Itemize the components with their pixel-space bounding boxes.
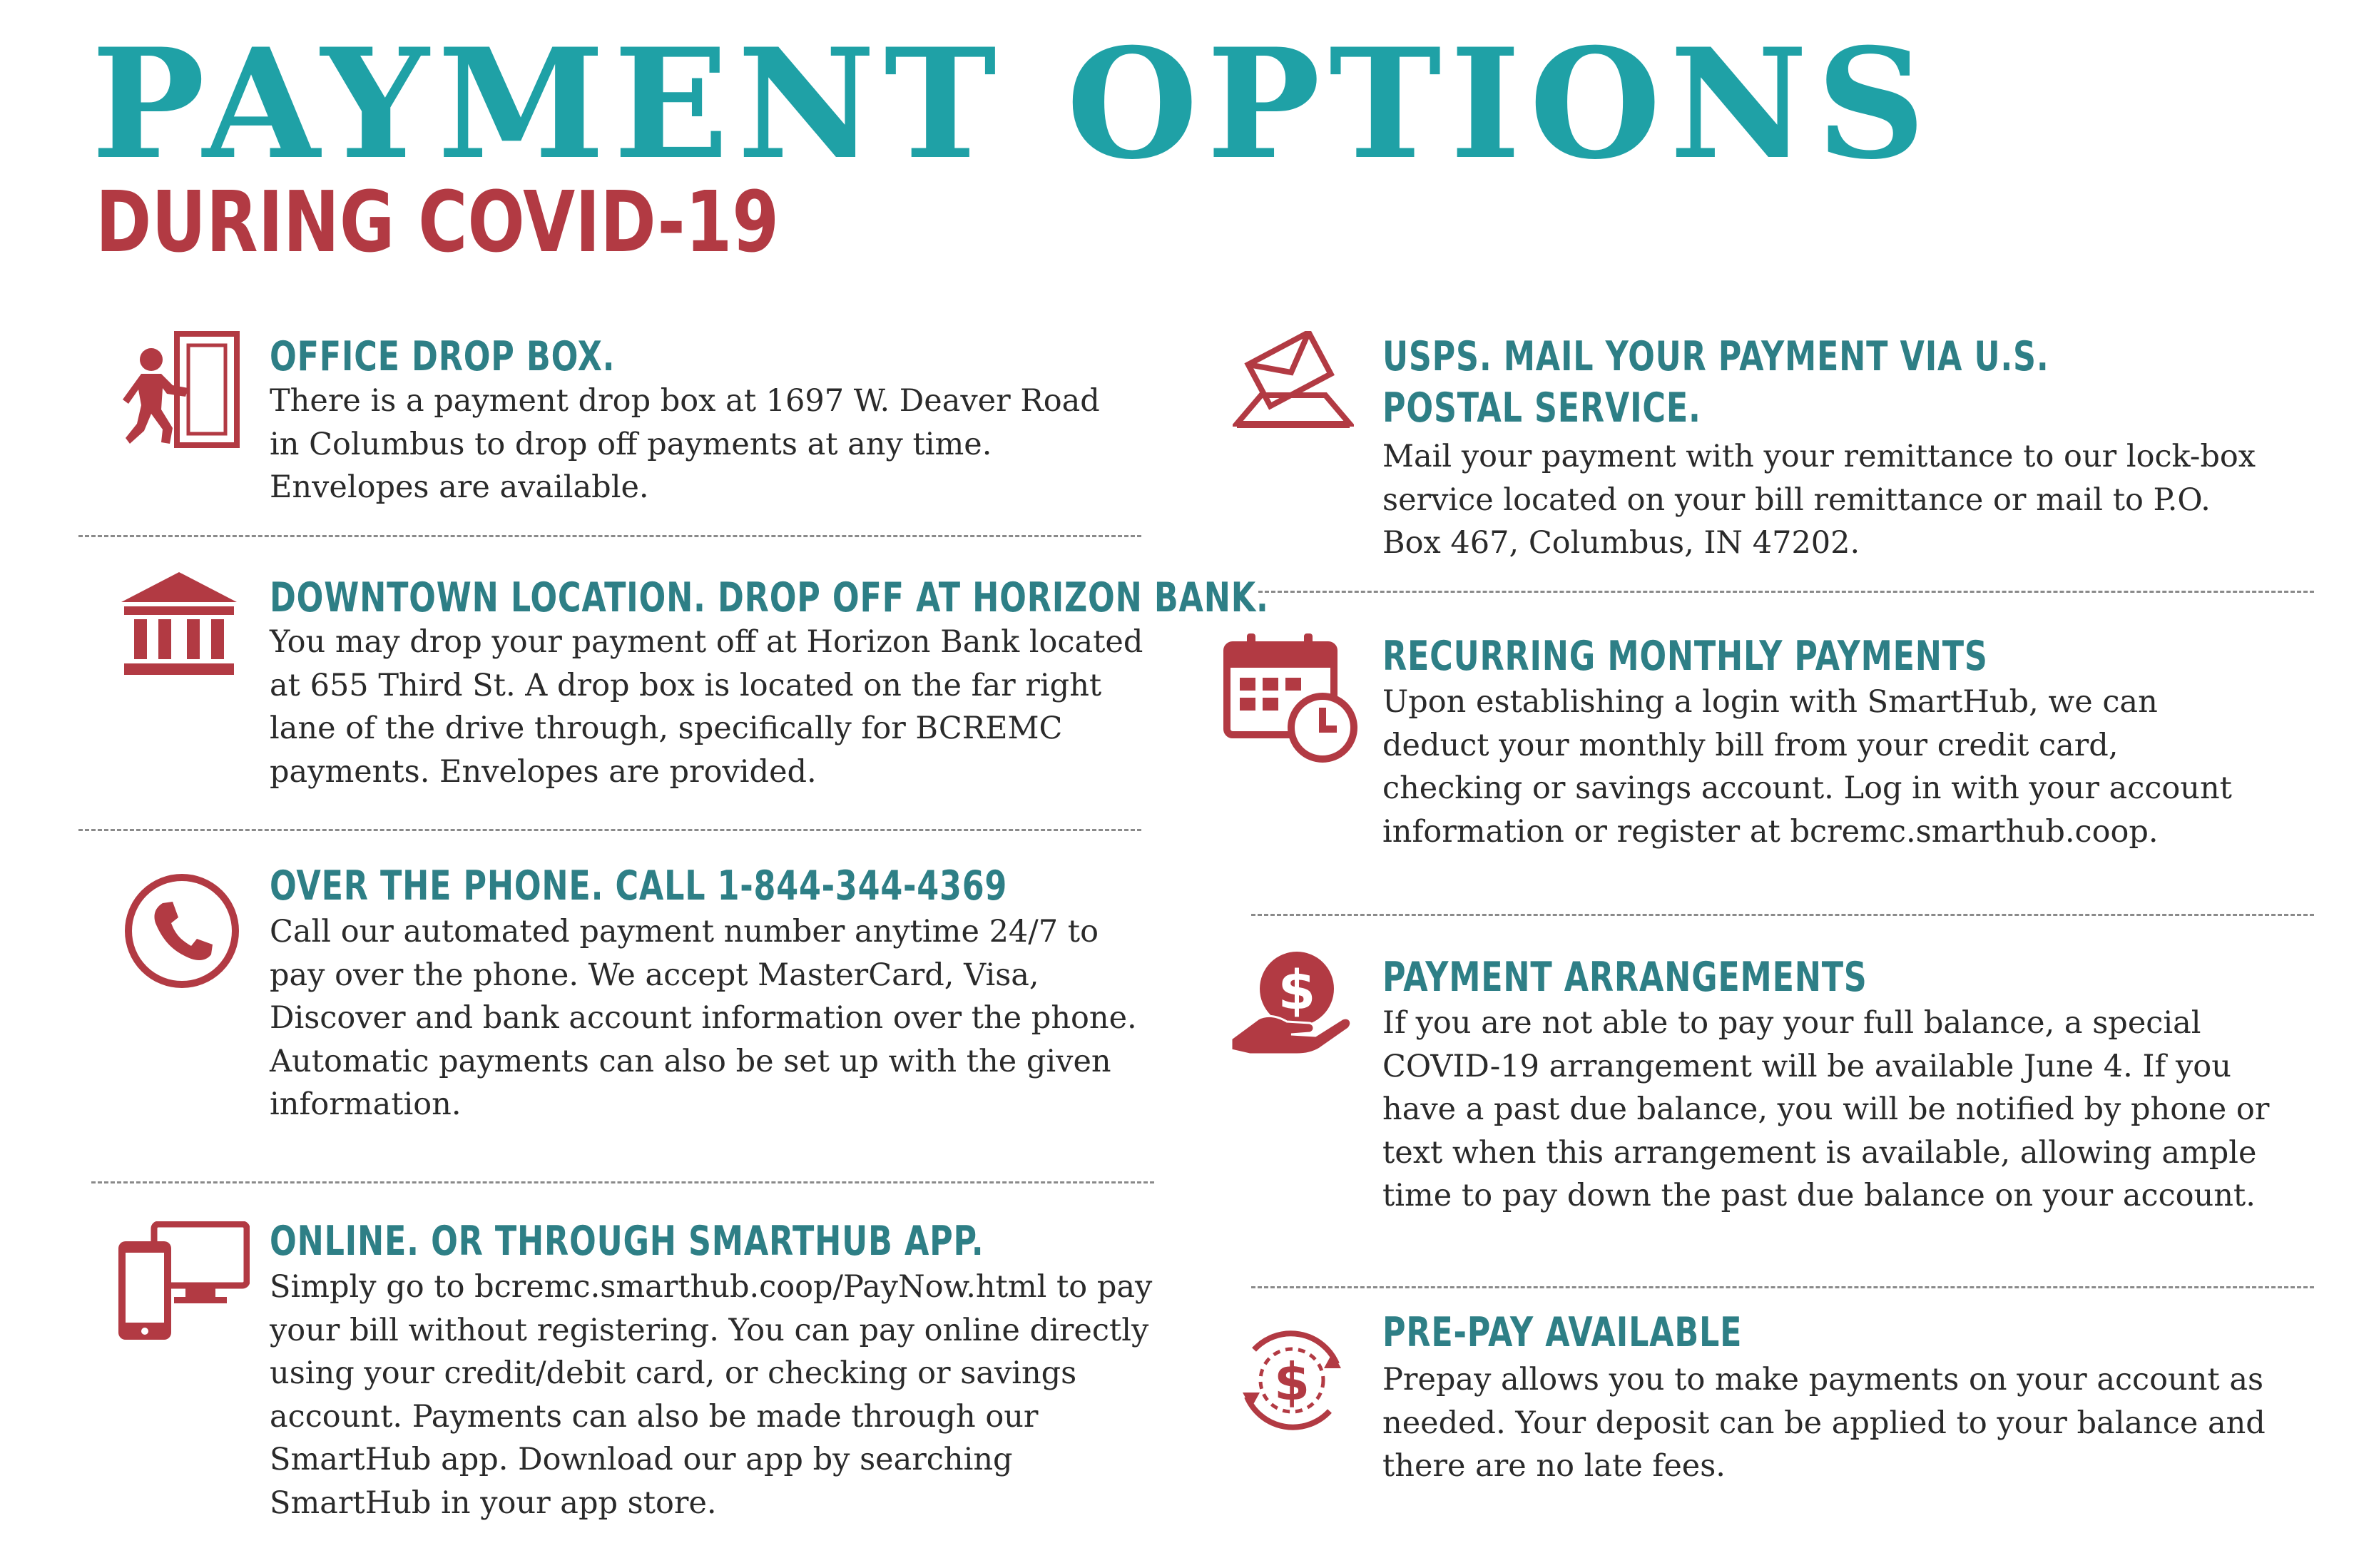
section-title-drop-box: OFFICE DROP BOX. [270, 333, 616, 380]
phone-and-monitor-icon [114, 1221, 250, 1343]
section-title-usps: USPS. MAIL YOUR PAYMENT VIA U.S. POSTAL SERVICE. [1382, 333, 2049, 432]
drop-box-person-door-icon [120, 330, 241, 451]
section-body-recurring: Upon establishing a login with SmartHub, we can deduct your monthly bill from your credit card, checking or savings account. Log in with your account information or register at bcremc.smarthub.coop. [1382, 684, 2232, 850]
section-body-online: Simply go to bcremc.smarthub.coop/PayNow.html to pay your bill without registering. You can pay online directly using your credit/debit card, or checking or savings account. Payments can also be made through our SmartHub app. Download our app by searching SmartHub in your app store. [270, 1269, 1153, 1521]
divider [1251, 1286, 2314, 1288]
section-title-phone: OVER THE PHONE. CALL 1-844-344-4369 [270, 862, 1008, 910]
bank-building-icon [118, 571, 240, 678]
calendar-clock-icon [1223, 628, 1358, 763]
hand-dollar-icon [1230, 950, 1355, 1057]
dollar-cycle-icon [1233, 1321, 1351, 1440]
section-body-drop-box: There is a payment drop box at 1697 W. Deaver Road in Columbus to drop off payments at any time. Envelopes are available. [270, 383, 1100, 505]
section-body-arrangements: If you are not able to pay your full balance, a special COVID-19 arrangement will be available June 4. If you have a past due balance, you will be notified by phone or text when this arrangement is available, allowing ample time to pay down the past due balance on your account. [1382, 1005, 2270, 1213]
section-title-prepay: PRE-PAY AVAILABLE [1382, 1309, 1743, 1356]
svg-text:$: $ [1278, 958, 1316, 1022]
divider [78, 535, 1141, 537]
svg-text:$: $ [1273, 1352, 1310, 1412]
divider [91, 1181, 1154, 1183]
envelope-mailbox-icon [1233, 331, 1354, 431]
divider [78, 829, 1141, 831]
section-title-arrangements: PAYMENT ARRANGEMENTS [1382, 954, 1868, 1001]
phone-icon [121, 870, 243, 992]
divider [1258, 591, 2314, 593]
section-title-recurring: RECURRING MONTHLY PAYMENTS [1382, 633, 1988, 680]
page-title: PAYMENT OPTIONS [91, 15, 1935, 193]
section-body-usps: Mail your payment with your remittance to our lock-box service located on your bill remittance or mail to P.O. Box 467, Columbus, IN 47202. [1382, 439, 2256, 561]
section-body-phone: Call our automated payment number anytime 24/7 to pay over the phone. We accept MasterCard, Visa, Discover and bank account information over the phone. Automatic payments can also be set up with the given information. [270, 914, 1137, 1122]
page-subtitle: DURING COVID-19 [96, 173, 780, 271]
section-title-online: ONLINE. OR THROUGH SMARTHUB APP. [270, 1218, 984, 1265]
divider [1251, 914, 2314, 916]
section-title-downtown: DOWNTOWN LOCATION. DROP OFF AT HORIZON BANK. [270, 574, 1269, 621]
section-body-prepay: Prepay allows you to make payments on your account as needed. Your deposit can be applied to your balance and there are no late fees. [1382, 1362, 2266, 1484]
section-body-downtown: You may drop your payment off at Horizon Bank located at 655 Third St. A drop box is located on the far right lane of the drive through, specifically for BCREMC payments. Envelopes are provided. [270, 624, 1143, 790]
